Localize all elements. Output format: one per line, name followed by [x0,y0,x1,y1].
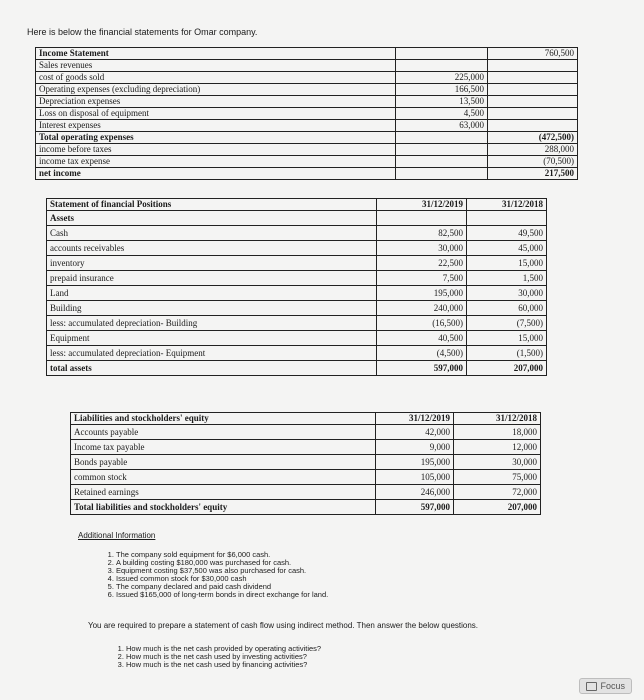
table-row [36,48,578,60]
table-row [47,271,547,286]
row-value: 30,000 [454,455,541,470]
row-label: accounts receivables [47,241,377,256]
row-value: 18,000 [454,425,541,440]
row-value: 9,000 [376,440,454,455]
table-row [47,241,547,256]
financial-positions-table [46,198,547,376]
row-label: Depreciation expenses [36,96,396,108]
list-item: 2. How much is the net cash used by investing activities? [126,653,321,661]
requirement-text: You are required to prepare a statement of cash flow using indirect method. Then answer the below questions. [88,621,479,630]
table-row [71,413,541,425]
table-row [47,361,547,376]
liabilities-table [70,412,541,515]
row-label: Interest expenses [36,120,396,132]
row-value [396,156,488,168]
table-row [36,72,578,84]
table-row [36,120,578,132]
row-label: net income [36,168,396,180]
table-row [47,346,547,361]
table-row [47,199,547,211]
additional-info-title: Additional Information [78,531,156,540]
table-row [36,168,578,180]
row-value: 240,000 [377,301,467,316]
table-row [47,301,547,316]
row-value [488,120,578,132]
row-label: Total liabilities and stockholders' equity [71,500,376,515]
row-value: 75,000 [454,470,541,485]
row-value: 597,000 [376,500,454,515]
row-value: (4,500) [377,346,467,361]
row-value: 30,000 [377,241,467,256]
row-value: (1,500) [467,346,547,361]
row-label: Retained earnings [71,485,376,500]
table-row [36,84,578,96]
row-value: 4,500 [396,108,488,120]
row-value [488,60,578,72]
row-label: Total operating expenses [36,132,396,144]
row-label: less: accumulated depreciation- Equipment [47,346,377,361]
row-value: 45,000 [467,241,547,256]
row-value: 246,000 [376,485,454,500]
row-value [488,84,578,96]
header-value: 760,500 [488,48,578,60]
table-row [47,331,547,346]
focus-label: Focus [600,681,625,691]
row-label: Land [47,286,377,301]
additional-info-list [100,551,328,599]
row-value [396,132,488,144]
row-value: 15,000 [467,256,547,271]
table-row [71,500,541,515]
row-label: inventory [47,256,377,271]
table-row [71,455,541,470]
row-value: 22,500 [377,256,467,271]
intro-text: Here is below the financial statements for Omar company. [27,27,258,37]
list-item: 5. The company declared and paid cash dividend [116,583,328,591]
row-value: (7,500) [467,316,547,331]
row-value: 288,000 [488,144,578,156]
list-item: 3. How much is the net cash used by financing activities? [126,661,321,669]
row-label: Income tax payable [71,440,376,455]
row-label: Cash [47,226,377,241]
row-value: 1,500 [467,271,547,286]
table-row [47,256,547,271]
list-item: 1. How much is the net cash provided by operating activities? [126,645,321,653]
row-label: total assets [47,361,377,376]
row-value [488,72,578,84]
liabilities-col-2019: 31/12/2019 [376,413,454,425]
table-row [36,96,578,108]
row-value: 40,500 [377,331,467,346]
row-label: prepaid insurance [47,271,377,286]
table-row [71,485,541,500]
row-value: (16,500) [377,316,467,331]
row-value: 13,500 [396,96,488,108]
row-value: 207,000 [467,361,547,376]
row-label: Bonds payable [71,455,376,470]
row-label: less: accumulated depreciation- Building [47,316,377,331]
row-value: 30,000 [467,286,547,301]
row-value: 49,500 [467,226,547,241]
row-value: (70,500) [488,156,578,168]
row-value: 12,000 [454,440,541,455]
row-label: common stock [71,470,376,485]
row-label: Building [47,301,377,316]
table-row [71,425,541,440]
positions-title: Statement of financial Positions [47,199,377,211]
questions-list [110,645,321,669]
row-label: cost of goods sold [36,72,396,84]
table-row [36,108,578,120]
row-label: Sales revenues [36,60,396,72]
row-label: Loss on disposal of equipment [36,108,396,120]
income-statement-title: Income Statement [36,48,396,60]
row-value: 15,000 [467,331,547,346]
row-label: Assets [47,211,377,226]
focus-icon [586,682,597,691]
list-item: 3. Equipment costing $37,500 was also purchased for cash. [116,567,328,575]
row-value [467,211,547,226]
income-statement-table [35,47,578,180]
row-value: 63,000 [396,120,488,132]
table-row [36,144,578,156]
table-row [47,226,547,241]
list-item: 1. The company sold equipment for $6,000 cash. [116,551,328,559]
row-value: 166,500 [396,84,488,96]
row-value [488,96,578,108]
row-label: income tax expense [36,156,396,168]
row-value: 217,500 [488,168,578,180]
table-row [47,316,547,331]
row-value: 207,000 [454,500,541,515]
row-value: 195,000 [376,455,454,470]
table-row [36,132,578,144]
list-item: 6. Issued $165,000 of long-term bonds in direct exchange for land. [116,591,328,599]
focus-button[interactable] [579,678,632,694]
row-value: 105,000 [376,470,454,485]
table-row [47,211,547,226]
row-label: Accounts payable [71,425,376,440]
row-value: 42,000 [376,425,454,440]
row-value: 82,500 [377,226,467,241]
row-value [396,144,488,156]
row-value: 60,000 [467,301,547,316]
row-label: Equipment [47,331,377,346]
table-row [36,156,578,168]
row-value: 7,500 [377,271,467,286]
row-value [377,211,467,226]
liabilities-col-2018: 31/12/2018 [454,413,541,425]
row-value: 597,000 [377,361,467,376]
table-row [36,60,578,72]
row-label: Operating expenses (excluding depreciation) [36,84,396,96]
row-label: income before taxes [36,144,396,156]
positions-col-2019: 31/12/2019 [377,199,467,211]
row-value [488,108,578,120]
row-value: 225,000 [396,72,488,84]
row-value: 72,000 [454,485,541,500]
row-value [396,60,488,72]
row-value: 195,000 [377,286,467,301]
list-item: 2. A building costing $180,000 was purchased for cash. [116,559,328,567]
table-row [71,440,541,455]
liabilities-title: Liabilities and stockholders' equity [71,413,376,425]
list-item: 4. Issued common stock for $30,000 cash [116,575,328,583]
row-value: (472,500) [488,132,578,144]
row-value [396,168,488,180]
positions-col-2018: 31/12/2018 [467,199,547,211]
table-row [71,470,541,485]
table-row [47,286,547,301]
